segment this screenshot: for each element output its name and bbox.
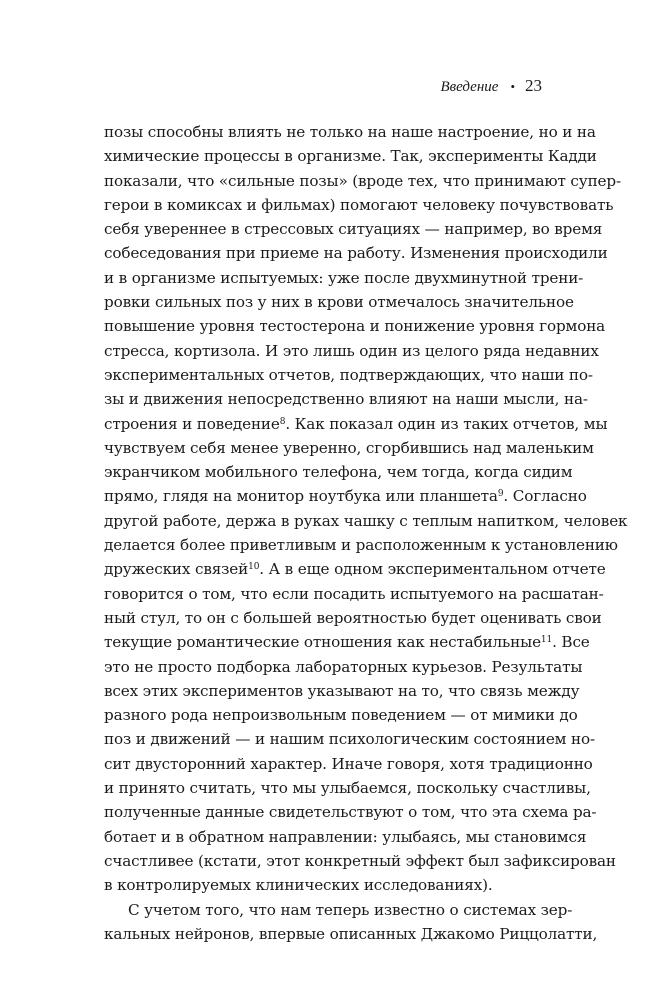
text-line: себя увереннее в стрессовых ситуациях — например, во время bbox=[104, 220, 603, 239]
line-text: прямо, глядя на монитор ноутбука или планшета bbox=[104, 487, 498, 506]
footnote-marker: 10 bbox=[248, 562, 260, 573]
paragraph bbox=[104, 898, 598, 947]
text-line-with-footnote bbox=[104, 630, 590, 654]
text-line: экспериментальных отчетов, подтверждающих, что наши по- bbox=[104, 365, 593, 384]
text-line: зы и движения непосредственно влияют на наши мысли, на- bbox=[104, 390, 588, 409]
text-line: говорится о том, что если посадить испытуемого на расшатан- bbox=[104, 584, 604, 603]
text-line: сит двусторонний характер. Иначе говоря, хотя традиционно bbox=[104, 754, 593, 773]
text-line: показали, что «сильные позы» (вроде тех, что принимают супер- bbox=[104, 171, 621, 190]
text-line: ботает и в обратном направлении: улыбаясь, мы становимся bbox=[104, 827, 587, 846]
line-text: дружеских связей bbox=[104, 560, 249, 579]
text-line: и принято считать, что мы улыбаемся, поскольку счастливы, bbox=[104, 779, 591, 798]
text-line: ный стул, то он с большей вероятностью будет оценивать свои bbox=[104, 608, 602, 627]
text-line: повышение уровня тестостерона и понижение уровня гормона bbox=[104, 317, 606, 336]
text-line: стресса, кортизола. И это лишь один из целого ряда недавних bbox=[104, 341, 599, 360]
text-line: это не просто подборка лабораторных курьезов. Результаты bbox=[104, 657, 583, 676]
text-line: и в организме испытуемых: уже после двухминутной трени- bbox=[104, 268, 584, 287]
line-text: . Как показал один из таких отчетов, мы bbox=[285, 414, 608, 433]
text-line: всех этих экспериментов указывают на то, что связь между bbox=[104, 681, 580, 700]
text-line: собеседования при приеме на работу. Изменения происходили bbox=[104, 244, 608, 263]
page-number: 23 bbox=[525, 76, 542, 95]
footnote-marker: 8 bbox=[279, 416, 286, 427]
header-separator: • bbox=[510, 79, 515, 94]
line-text: . Согласно bbox=[503, 487, 587, 506]
text-line: в контролируемых клинических исследованиях). bbox=[104, 876, 493, 895]
text-line: разного рода непроизвольным поведением — от мимики до bbox=[104, 706, 578, 725]
text-line: ровки сильных поз у них в крови отмечалось значительное bbox=[104, 293, 574, 312]
body-text bbox=[104, 120, 628, 946]
section-title: Введение bbox=[440, 79, 499, 95]
text-line: позы способны влиять не только на наше настроение, но и на bbox=[104, 123, 596, 141]
text-line: полученные данные свидетельствуют о том, что эта схема ра- bbox=[104, 803, 597, 822]
text-line: другой работе, держа в руках чашку с теплым напитком, человек bbox=[104, 511, 628, 530]
text-line: герои в комиксах и фильмах) помогают человеку почувствовать bbox=[104, 195, 614, 214]
footnote-marker: 11 bbox=[540, 635, 553, 646]
running-header bbox=[440, 74, 542, 99]
paragraph bbox=[104, 120, 628, 898]
line-text: . А в еще одном экспериментальном отчете bbox=[259, 560, 606, 579]
text-line: экранчиком мобильного телефона, чем тогда, когда сидим bbox=[104, 463, 573, 482]
text-line: счастливее (кстати, этот конкретный эффект был зафиксирован bbox=[104, 851, 616, 870]
text-line: С учетом того, что нам теперь известно о системах зер- bbox=[128, 900, 573, 919]
text-line: кальных нейронов, впервые описанных Джакомо Риццолатти, bbox=[104, 924, 598, 943]
line-text: текущие романтические отношения как нестабильные bbox=[104, 633, 541, 652]
text-line-with-footnote bbox=[104, 412, 608, 436]
text-line-with-footnote bbox=[104, 557, 606, 581]
text-line: чувствуем себя менее уверенно, сгорбившись над маленьким bbox=[104, 438, 594, 457]
line-text: строения и поведение bbox=[104, 414, 280, 433]
line-text: . Все bbox=[552, 633, 590, 652]
text-line-with-footnote bbox=[104, 484, 587, 508]
text-line: делается более приветливым и расположенным к установлению bbox=[104, 536, 618, 555]
footnote-marker: 9 bbox=[497, 489, 504, 500]
text-line: поз и движений — и нашим психологическим состоянием но- bbox=[104, 730, 595, 749]
text-line: химические процессы в организме. Так, эксперименты Кадди bbox=[104, 147, 597, 166]
